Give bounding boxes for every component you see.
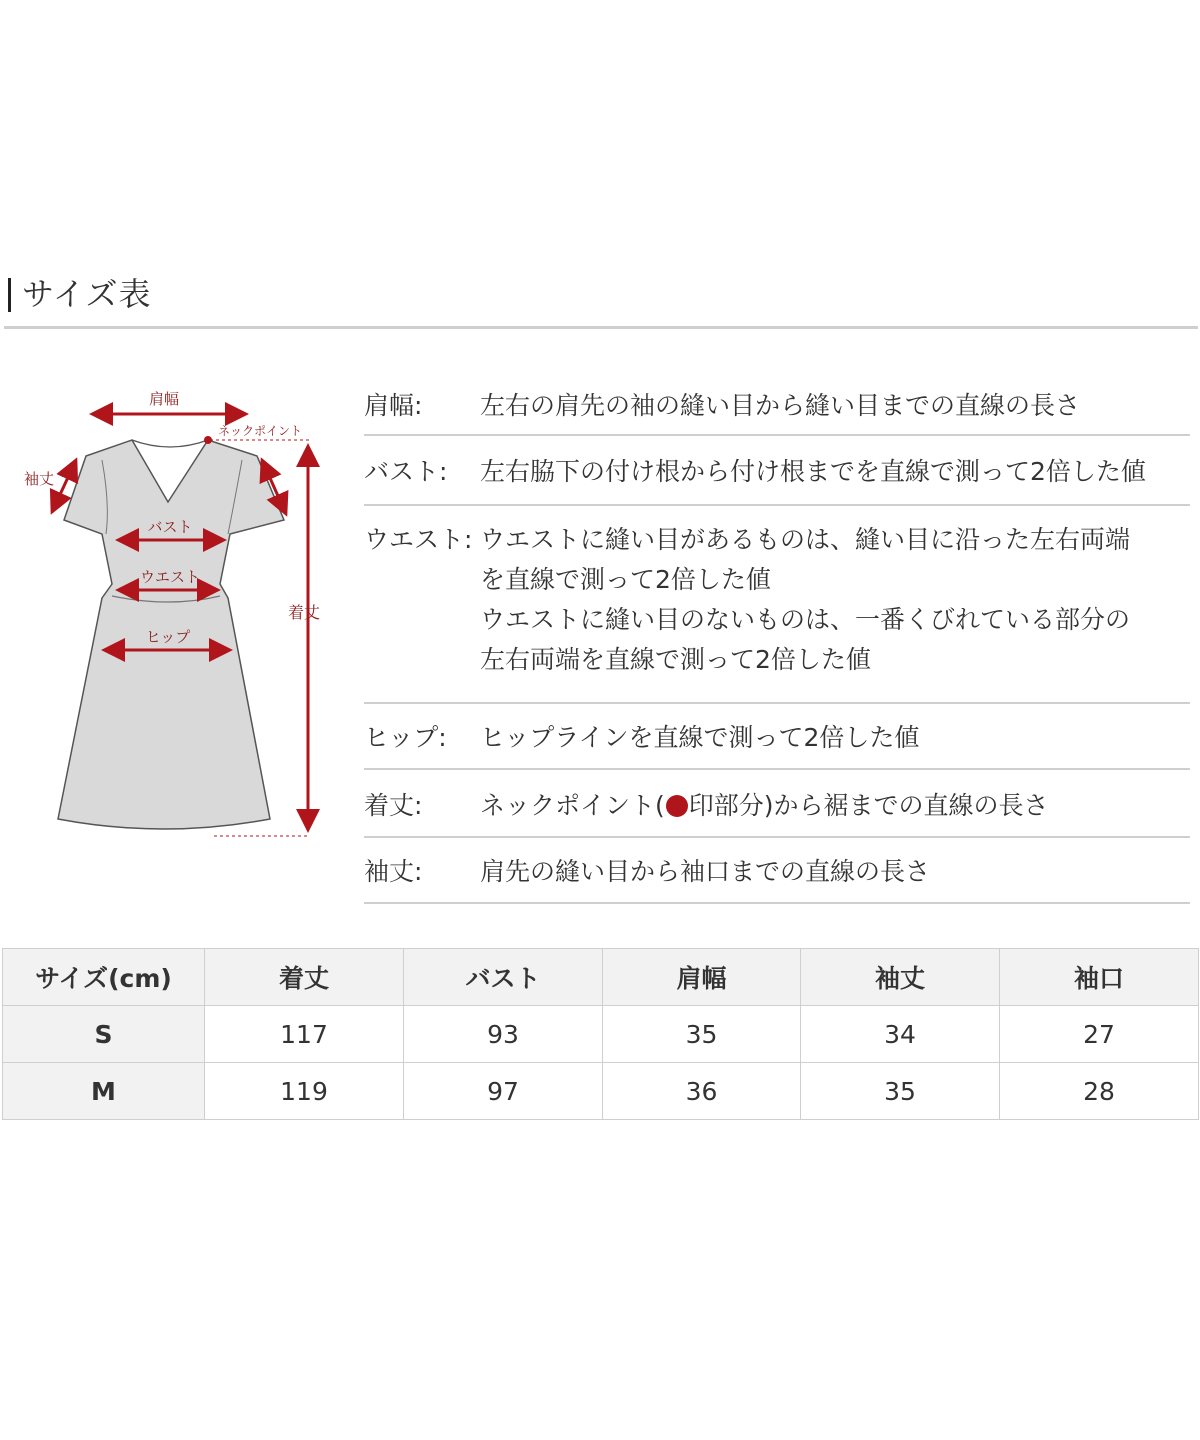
table-header: サイズ(cm) — [3, 949, 205, 1006]
waist-label: ウエスト — [139, 568, 201, 586]
definition-hip — [364, 704, 1190, 770]
definition-text: ネックポイント( 印部分)から裾までの直線の長さ — [480, 791, 1049, 820]
definition-term: 肩幅: — [364, 391, 423, 420]
table-cell: 97 — [404, 1063, 603, 1120]
definition-text: 肩先の縫い目から袖口までの直線の長さ — [480, 857, 931, 886]
definition-text: 左右脇下の付け根から付け根までを直線で測って2倍した値 — [480, 457, 1146, 486]
definition-waist — [364, 506, 1190, 704]
table-header: バスト — [404, 949, 603, 1006]
page-title: サイズ表 — [22, 275, 152, 313]
definition-shoulder — [364, 372, 1190, 436]
table-header: 袖丈 — [801, 949, 1000, 1006]
title-divider — [4, 326, 1198, 329]
definition-length — [364, 770, 1190, 838]
table-row — [3, 1006, 1199, 1063]
hip-label: ヒップ — [145, 628, 191, 646]
neckpoint-label: ネックポイント — [218, 424, 303, 438]
definition-text: 左右の肩先の袖の縫い目から縫い目までの直線の長さ — [480, 391, 1081, 420]
table-cell: 93 — [404, 1006, 603, 1063]
table-cell: 35 — [801, 1063, 1000, 1120]
length-label: 着丈 — [288, 603, 321, 622]
table-header: 肩幅 — [603, 949, 801, 1006]
definition-text: ウエストに縫い目があるものは、縫い目に沿った左右両端 を直線で測って2倍した値 ウエストに縫い目のないものは、一番くびれている部分の 左右両端を直線で測って2倍した値 — [480, 525, 1131, 674]
definition-term: ウエスト: — [364, 525, 473, 554]
definition-term: ヒップ: — [364, 723, 447, 752]
table-header: 袖口 — [1000, 949, 1199, 1006]
shoulder-label: 肩幅 — [148, 390, 180, 408]
table-header-row — [3, 949, 1199, 1006]
definition-term: バスト: — [364, 457, 448, 486]
table-cell: 27 — [1000, 1006, 1199, 1063]
table-row — [3, 1063, 1199, 1120]
neckpoint-dot-icon — [666, 795, 688, 817]
section-header — [0, 262, 1200, 330]
definition-text: ヒップラインを直線で測って2倍した値 — [480, 723, 920, 752]
table-cell: 34 — [801, 1006, 1000, 1063]
table-cell: 28 — [1000, 1063, 1199, 1120]
definition-bust — [364, 436, 1190, 506]
size-table — [2, 948, 1199, 1120]
definition-sleeve — [364, 838, 1190, 904]
table-cell: 36 — [603, 1063, 801, 1120]
garment-measurement-diagram — [14, 384, 344, 854]
measurement-definitions — [364, 372, 1190, 904]
table-cell: M — [3, 1063, 205, 1120]
table-cell: 35 — [603, 1006, 801, 1063]
bust-label: バスト — [147, 518, 193, 536]
definition-term: 袖丈: — [364, 857, 423, 886]
table-header: 着丈 — [205, 949, 404, 1006]
definition-term: 着丈: — [364, 791, 423, 820]
neckline — [132, 440, 208, 447]
table-cell: S — [3, 1006, 205, 1063]
title-accent-bar — [8, 278, 11, 312]
table-cell: 119 — [205, 1063, 404, 1120]
table-cell: 117 — [205, 1006, 404, 1063]
sleeve-label: 袖丈 — [24, 470, 55, 488]
